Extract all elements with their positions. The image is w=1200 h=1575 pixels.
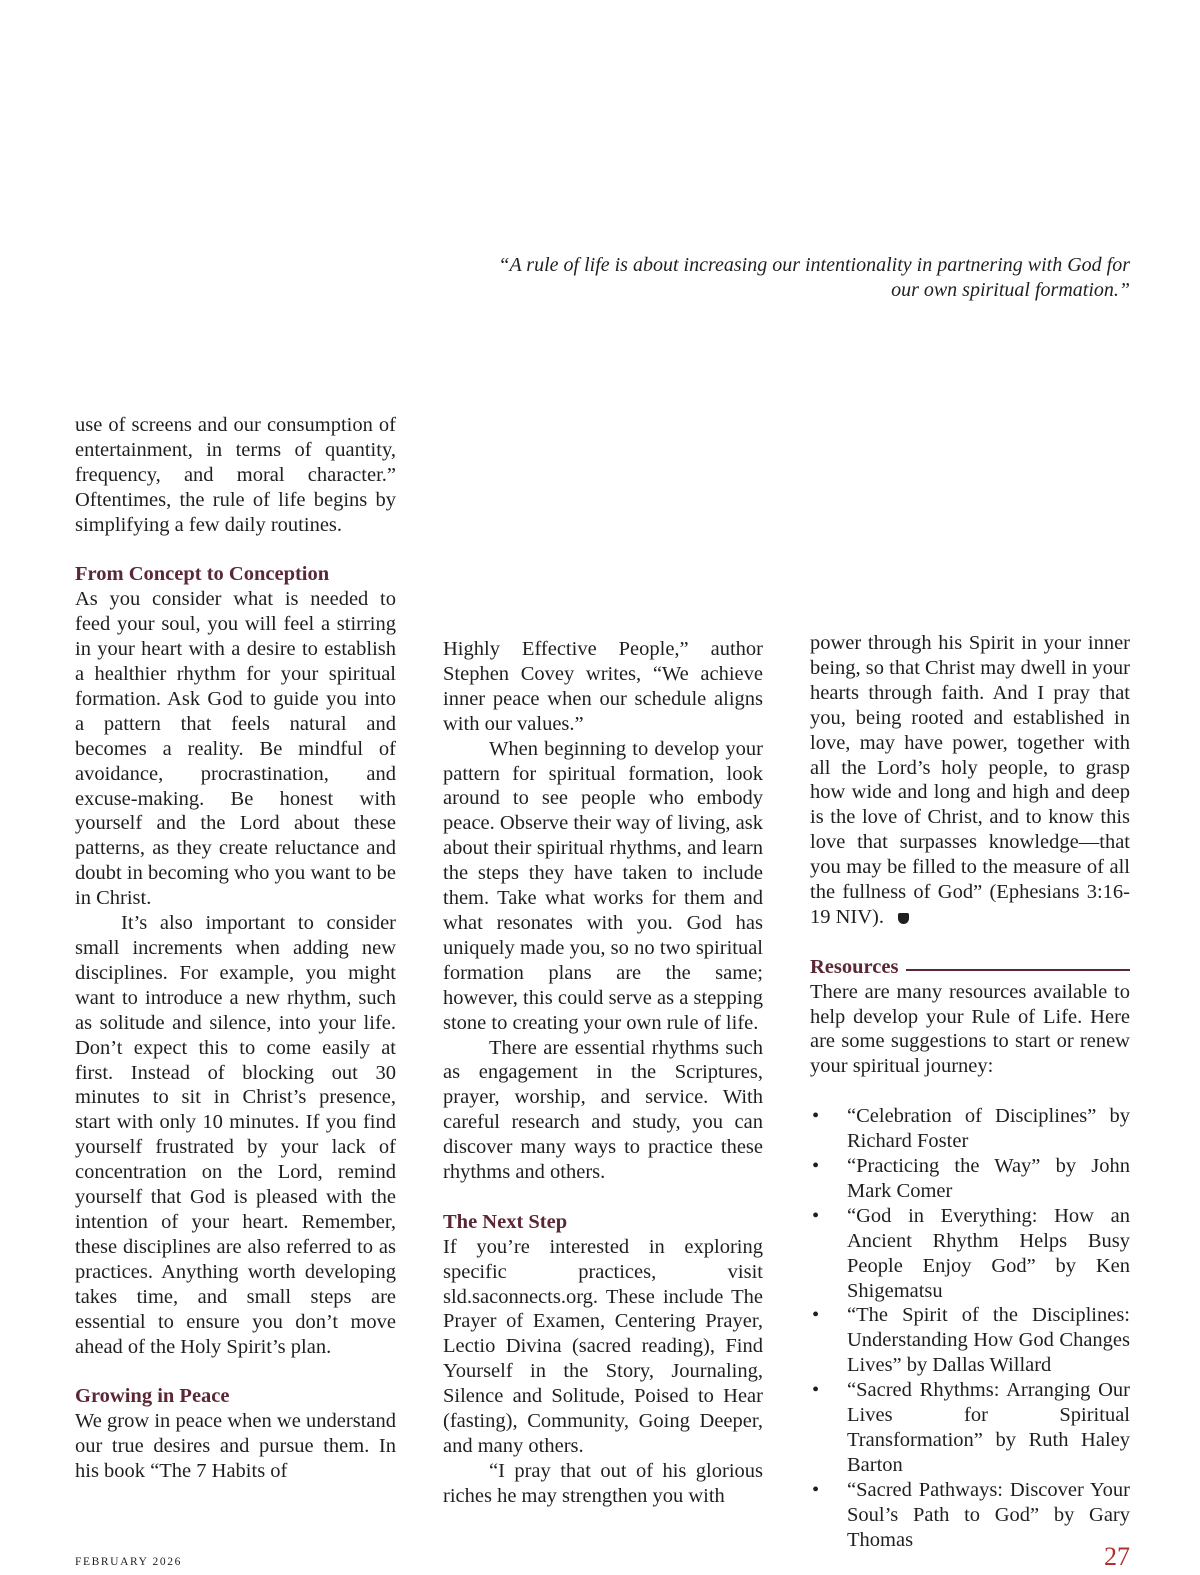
pull-quote-line-2: our own spiritual formation.”: [891, 279, 1130, 301]
bullet-icon: •: [812, 1379, 820, 1402]
bullet-icon: •: [812, 1105, 820, 1128]
column-3: [810, 631, 1130, 1553]
rhythms-paragraph: There are essential rhythms such as engagement in the Scriptures, prayer, worship, and service. With careful research and study, you can discover many ways to practice these rhythms and others.: [443, 1036, 763, 1184]
resource-item: • “Celebration of Disciplines” by Richard Foster: [812, 1105, 1130, 1153]
heading-next-step: The Next Step: [443, 1210, 568, 1233]
pull-quote: [430, 253, 1130, 303]
resources-heading-row: [810, 955, 1130, 980]
article-end-mark-icon: [898, 913, 909, 924]
heading-concept-to-conception: From Concept to Conception: [75, 563, 330, 586]
column-1: [75, 413, 396, 1484]
column-2: [443, 637, 763, 1509]
next-step-paragraph: If you’re interested in exploring specific practices, visit sld.saconnects.org. These include The Prayer of Examen, Centering Prayer, Lectio Divina (sacred reading), Find Yourself in the Story, Journaling, Silence and Solitude, Poised to Hear (fasting), Community, Going Deeper, and many others.: [443, 1235, 763, 1457]
bullet-icon: •: [812, 1155, 820, 1177]
issue-date: FEBRUARY 2026: [75, 1556, 182, 1568]
scripture-paragraph: [810, 631, 1130, 930]
intro-paragraph: use of screens and our consumption of entertainment, in terms of quantity, frequency, and moral character.” Oftentimes, the rule of life begins by simplifying a few daily routines.: [75, 414, 396, 536]
bullet-icon: •: [812, 1304, 820, 1327]
scripture-text: power through his Spirit in your inner being, so that Christ may dwell in your hearts through faith. And I pray that you, being rooted and established in love, may have power, together with all the Lord’s holy people, to grasp how wide and long and high and deep is the love of Christ, and to know this love that surpasses knowledge—that you may be filled to the measure of all the fullness of God” (Ephesians 3:16-19 NIV).: [810, 632, 1130, 928]
bullet-icon: •: [812, 1478, 820, 1501]
prayer-paragraph: “I pray that out of his glorious riches he may strengthen you with: [443, 1459, 763, 1507]
covey-paragraph: Highly Effective People,” author Stephen Covey writes, “We achieve inner peace when our schedule aligns with our values.”: [443, 638, 763, 735]
resource-item: • “God in Everything: How an Ancient Rhythm Helps Busy People Enjoy God” by Ken Shigematsu: [812, 1204, 1130, 1302]
resources-rule: [906, 969, 1130, 971]
develop-paragraph: When beginning to develop your pattern for spiritual formation, look around to see people who embody peace. Observe their way of living, ask about their spiritual rhythms, and learn the steps they have taken to include them. Take what works for them and what resonates with you. God has uniquely made you, so no two spiritual formation plans are the same; however, this could serve as a stepping stone to creating your own rule of life.: [443, 737, 763, 1034]
resource-item: • “Practicing the Way” by John Mark Comer: [812, 1155, 1130, 1202]
resource-item: • “The Spirit of the Disciplines: Understanding How God Changes Lives” by Dallas Willard: [812, 1304, 1130, 1377]
heading-growing-in-peace: Growing in Peace: [75, 1385, 230, 1408]
resource-item: • “Sacred Pathways: Discover Your Soul’s Path to God” by Gary Thomas: [812, 1478, 1130, 1551]
concept-paragraph-1: As you consider what is needed to feed your soul, you will feel a stirring in your heart with a desire to establish a healthier rhythm for your spiritual formation. Ask God to guide you into a pattern that feels natural and becomes a reality. Be mindful of avoidance, procrastination, and excuse-making. Be honest with yourself and the Lord about these patterns, as they create reluctance and doubt in becoming who you want to be in Christ.: [75, 588, 396, 910]
bullet-icon: •: [812, 1204, 820, 1227]
concept-paragraph-2: It’s also important to consider small increments when adding new disciplines. For example, you might want to introduce a new rhythm, such as solitude and silence, into your life. Don’t expect this to come easily at first. Instead of blocking out 30 minutes to sit in Christ’s presence, start with only 10 minutes. If you find yourself frustrated by your lack of concentration on the Lord, remind yourself that God is pleased with the intention of your heart. Remember, these disciplines are also referred to as practices. Anything worth developing takes time, and small steps are essential to ensure you don’t move ahead of the Holy Spirit’s plan.: [75, 912, 396, 1358]
pull-quote-line-1: “A rule of life is about increasing our intentionality in partnering with God for: [498, 254, 1130, 276]
resource-item: • “Sacred Rhythms: Arranging Our Lives for Spiritual Transformation” by Ruth Haley Barton: [812, 1379, 1130, 1476]
resources-list: [810, 1104, 1130, 1552]
resources-intro: There are many resources available to help develop your Rule of Life. Here are some suggestions to start or renew your spiritual journey:: [810, 980, 1130, 1078]
peace-paragraph: We grow in peace when we understand our true desires and pursue them. In his book “The 7 Habits of: [75, 1410, 396, 1483]
page-number: 27: [1104, 1542, 1130, 1571]
heading-resources: Resources: [810, 955, 899, 978]
